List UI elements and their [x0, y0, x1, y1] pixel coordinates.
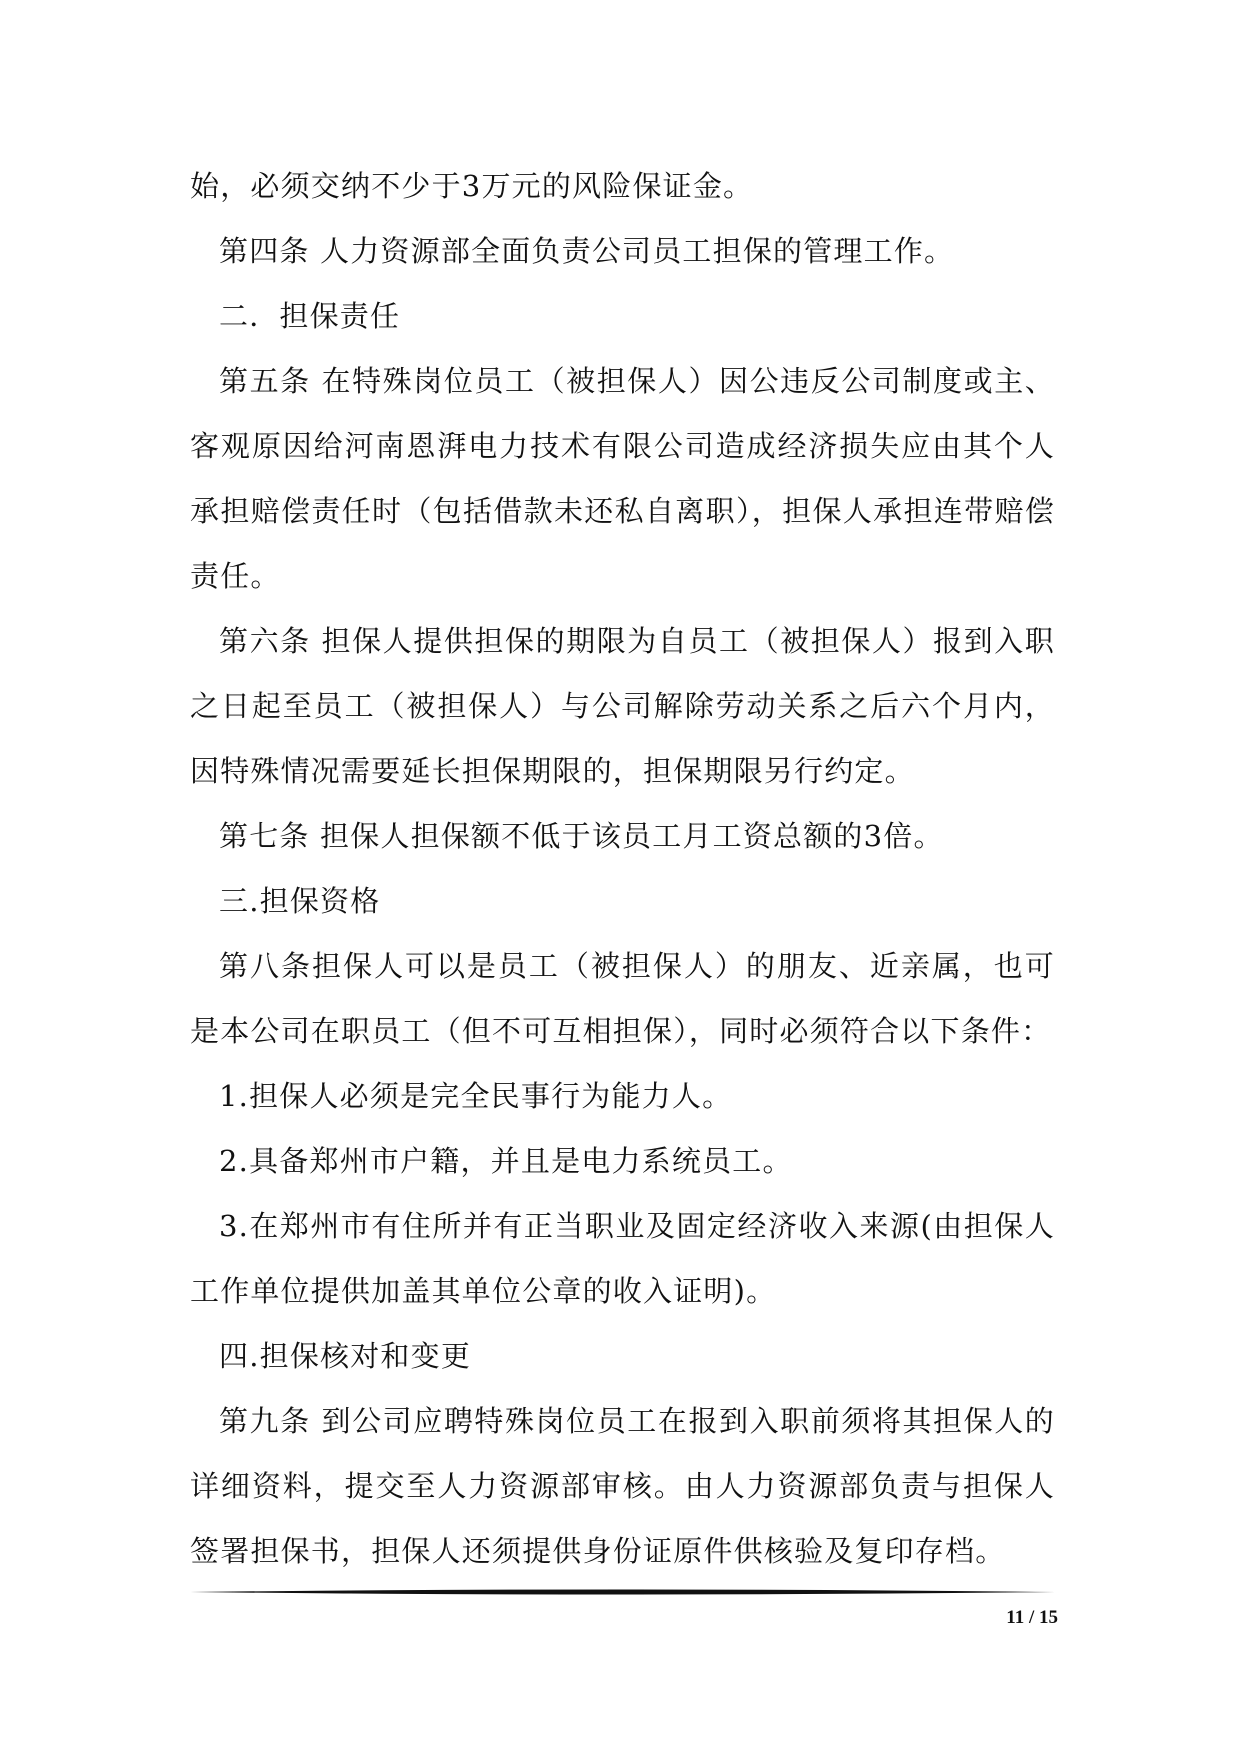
list-item: 2.具备郑州市户籍，并且是电力系统员工。 — [219, 1144, 793, 1178]
paragraph: 第四条 人力资源部全面负责公司员工担保的管理工作。 — [219, 234, 955, 268]
list-item: 3.在郑州市有住所并有正当职业及固定经济收入来源(由担保人工作单位提供加盖其单位公章的收入证明)。 — [190, 1209, 1055, 1308]
document-body — [190, 154, 1055, 1584]
paragraph: 第八条担保人可以是员工（被担保人）的朋友、近亲属，也可是本公司在职员工（但不可互相担保），同时必须符合以下条件： — [190, 949, 1055, 1048]
paragraph: 第九条 到公司应聘特殊岗位员工在报到入职前须将其担保人的详细资料，提交至人力资源部审核。由人力资源部负责与担保人签署担保书，担保人还须提供身份证原件供核验及复印存档。 — [190, 1404, 1055, 1568]
section-heading: 四.担保核对和变更 — [219, 1339, 472, 1373]
paragraph: 第五条 在特殊岗位员工（被担保人）因公违反公司制度或主、客观原因给河南恩湃电力技术有限公司造成经济损失应由其个人承担赔偿责任时（包括借款未还私自离职），担保人承担连带赔偿责任。 — [190, 364, 1055, 593]
page-number: 11 / 15 — [1006, 1607, 1058, 1628]
paragraph: 第七条 担保人担保额不低于该员工月工资总额的3倍。 — [219, 819, 944, 853]
paragraph: 第六条 担保人提供担保的期限为自员工（被担保人）报到入职之日起至员工（被担保人）与公司解除劳动关系之后六个月内，因特殊情况需要延长担保期限的，担保期限另行约定。 — [190, 624, 1055, 788]
section-heading: 三.担保资格 — [219, 884, 381, 918]
paragraph: 始，必须交纳不少于3万元的风险保证金。 — [190, 169, 754, 203]
footer-divider — [190, 1588, 1055, 1596]
list-item: 1.担保人必须是完全民事行为能力人。 — [219, 1079, 733, 1113]
section-heading: 二．担保责任 — [219, 299, 401, 333]
